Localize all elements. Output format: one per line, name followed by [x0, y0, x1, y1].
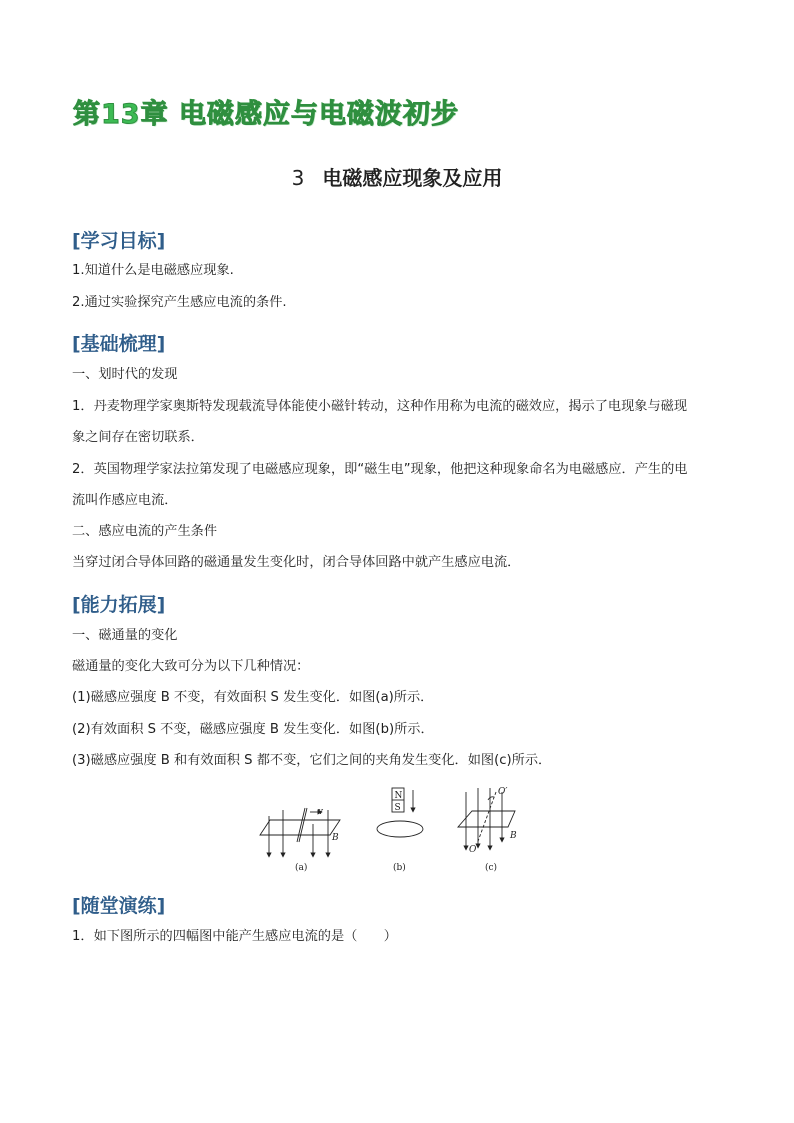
figure-c-axis-top-label: O′ — [498, 787, 508, 797]
figure-a-field-label: B — [332, 833, 339, 843]
figure-a-label: (a) — [295, 863, 308, 873]
figure-a-velocity-label: v — [318, 807, 324, 817]
figure-b-label: (b) — [393, 863, 406, 873]
extension-line: (3)磁感应强度 B 和有效面积 S 都不变，它们之间的夹角发生变化．如图(c)所示． — [72, 753, 552, 768]
lesson-name: 电磁感应现象及应用 — [322, 166, 503, 190]
extension-line: (1)磁感应强度 B 不变，有效面积 S 发生变化．如图(a)所示． — [72, 690, 434, 705]
magnetic-flux-figure — [250, 780, 540, 875]
lesson-title — [0, 162, 794, 191]
figure-b-north-pole: N — [394, 791, 403, 801]
section-heading-basics: [基础梳理] — [72, 333, 166, 355]
extension-line: (2)有效面积 S 不变，磁感应强度 B 发生变化．如图(b)所示． — [72, 722, 434, 737]
section-heading-extension: [能力拓展] — [72, 594, 166, 616]
chapter-title: 第13章 电磁感应与电磁波初步 — [73, 99, 459, 130]
figure-c-field-label: B — [510, 831, 517, 841]
extension-line: 一、磁通量的变化 — [72, 628, 178, 643]
figure-c-diagram — [458, 788, 515, 848]
figure-b-south-pole: S — [394, 803, 401, 813]
section-heading-objectives: [学习目标] — [72, 230, 166, 252]
figure-c-label: (c) — [485, 863, 498, 873]
section-heading-practice: [随堂演练] — [72, 895, 166, 917]
basics-line: 一、划时代的发现 — [72, 367, 178, 382]
figure-a-diagram — [260, 808, 340, 855]
basics-line: 象之间存在密切联系． — [72, 430, 204, 445]
extension-line: 磁通量的变化大致可分为以下几种情况： — [72, 659, 310, 674]
basics-line: 1．丹麦物理学家奥斯特发现载流导体能使小磁针转动，这种作用称为电流的磁效应，揭示了电现象与磁现 — [72, 399, 688, 414]
basics-line: 2．英国物理学家法拉第发现了电磁感应现象，即“磁生电”现象，他把这种现象命名为电磁感应．产生的电 — [72, 462, 688, 477]
figure-c-axis-bottom-label: O — [469, 845, 477, 855]
practice-question-1: 1．如下图所示的四幅图中能产生感应电流的是（ ） — [72, 929, 397, 944]
objective-line: 2.通过实验探究产生感应电流的条件. — [72, 295, 287, 310]
basics-line: 二、感应电流的产生条件 — [72, 524, 218, 539]
basics-line: 当穿过闭合导体回路的磁通量发生变化时，闭合导体回路中就产生感应电流． — [72, 555, 521, 570]
objective-line: 1.知道什么是电磁感应现象. — [72, 263, 234, 278]
lesson-number: 3 — [291, 166, 305, 190]
basics-line: 流叫作感应电流． — [72, 493, 178, 508]
